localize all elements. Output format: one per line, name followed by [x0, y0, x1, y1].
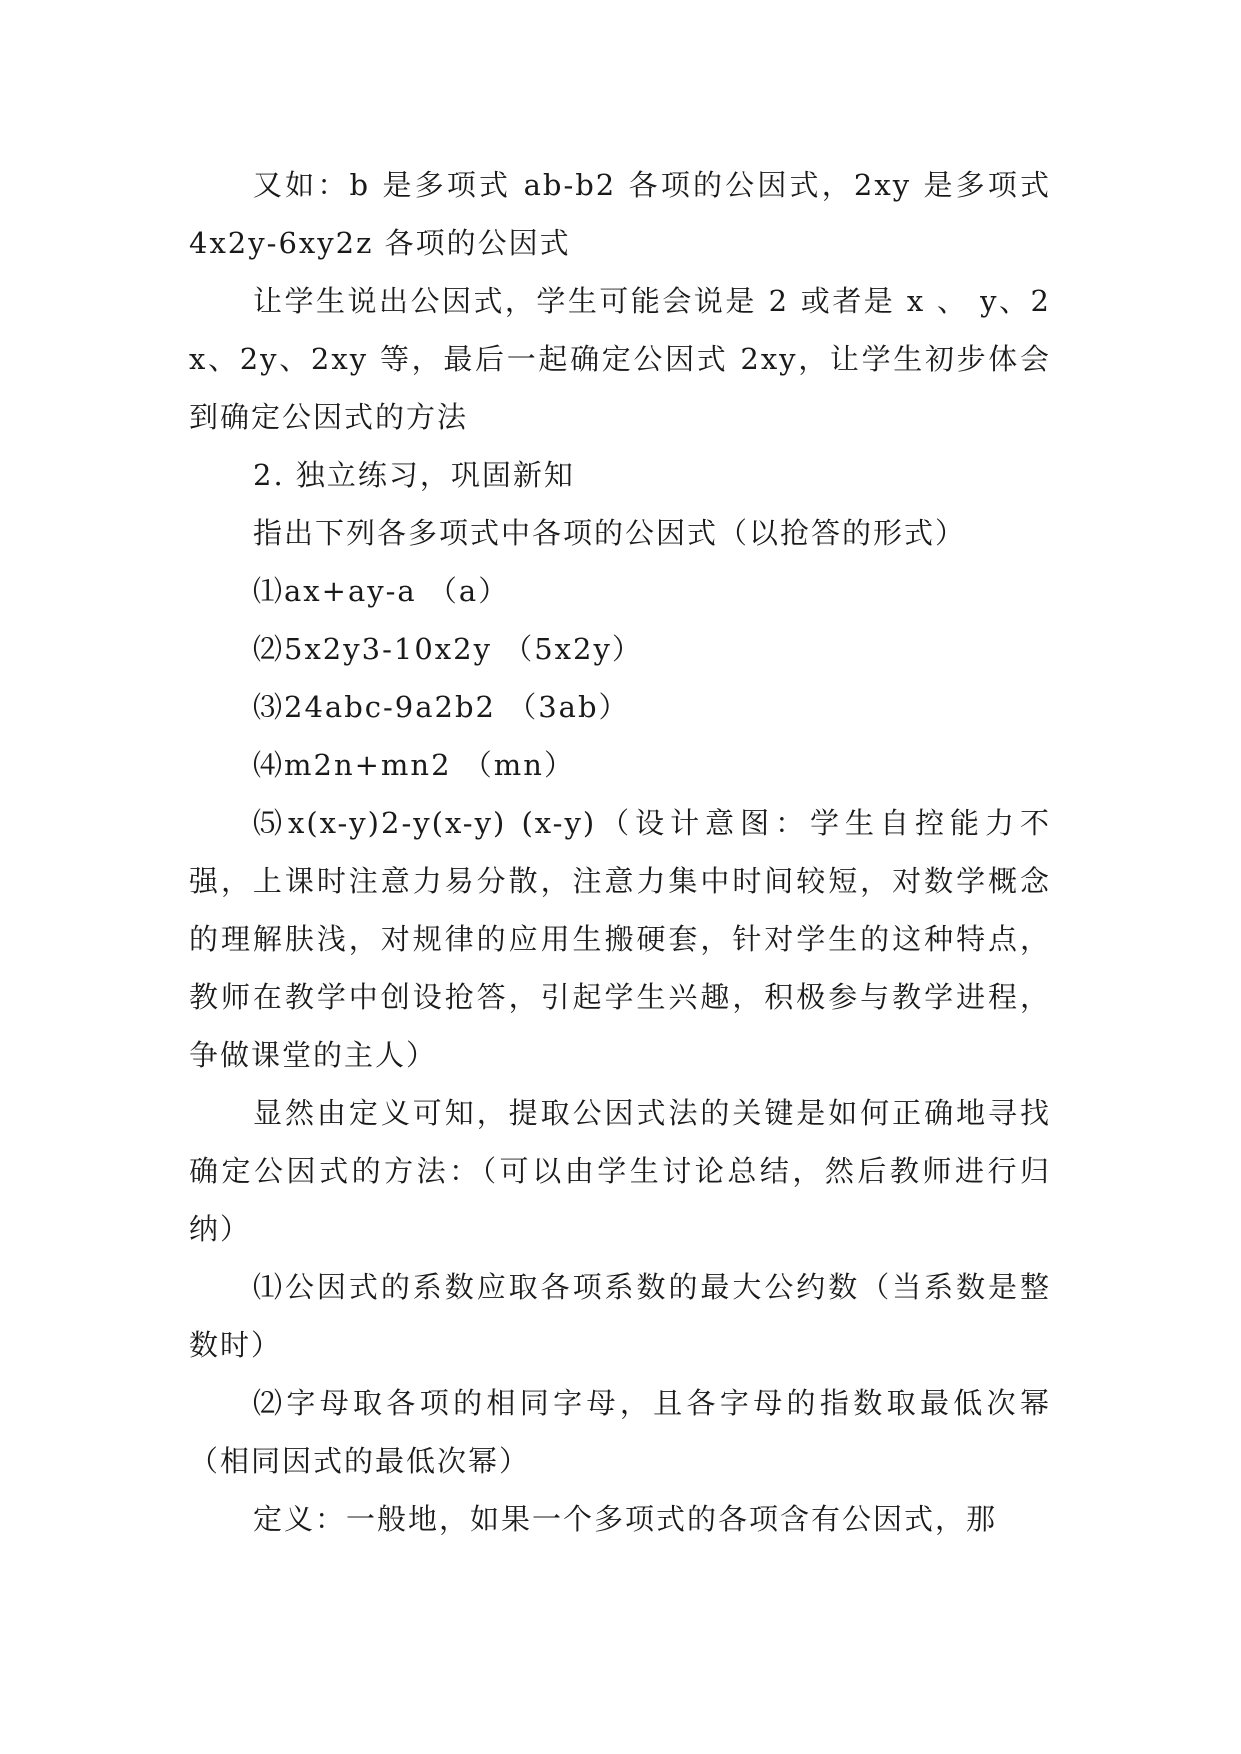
document-body	[189, 156, 1051, 1548]
paragraph-method: 显然由定义可知，提取公因式法的关键是如何正确地寻找确定公因式的方法：（可以由学生讨论总结，然后教师进行归纳）	[189, 1096, 1051, 1246]
exercise-item-3: ⑶24abc-9a2b2 （3ab）	[253, 690, 630, 724]
paragraph-definition: 定义：一般地，如果一个多项式的各项含有公因式，那	[253, 1502, 998, 1536]
exercise-item-1: ⑴ax+ay-a （a）	[253, 574, 510, 608]
paragraph-student-answer: 让学生说出公因式，学生可能会说是 2 或者是 x 、 y、2x、2y、2xy 等，最后一起确定公因式 2xy，让学生初步体会到确定公因式的方法	[189, 284, 1051, 434]
exercise-item-4: ⑷m2n+mn2 （mn）	[253, 748, 575, 782]
paragraph-example: 又如：b 是多项式 ab-b2 各项的公因式，2xy 是多项式 4x2y-6xy2z 各项的公因式	[189, 168, 1051, 260]
exercise-instruction: 指出下列各多项式中各项的公因式（以抢答的形式）	[253, 516, 967, 550]
rule-item-1: ⑴公因式的系数应取各项系数的最大公约数（当系数是整数时）	[189, 1270, 1051, 1362]
rule-item-2: ⑵字母取各项的相同字母，且各字母的指数取最低次幂（相同因式的最低次幂）	[189, 1386, 1051, 1478]
exercise-item-5: ⑸x(x-y)2-y(x-y) (x-y)（设计意图：学生自控能力不强，上课时注意力易分散，注意力集中时间较短，对数学概念的理解肤浅，对规律的应用生搬硬套，针对学生的这种特点，教师在教学中创设抢答，引起学生兴趣，积极参与教学进程，争做课堂的主人）	[189, 806, 1051, 1072]
section-heading: 2. 独立练习，巩固新知	[253, 458, 575, 492]
exercise-item-2: ⑵5x2y3-10x2y （5x2y）	[253, 632, 643, 666]
